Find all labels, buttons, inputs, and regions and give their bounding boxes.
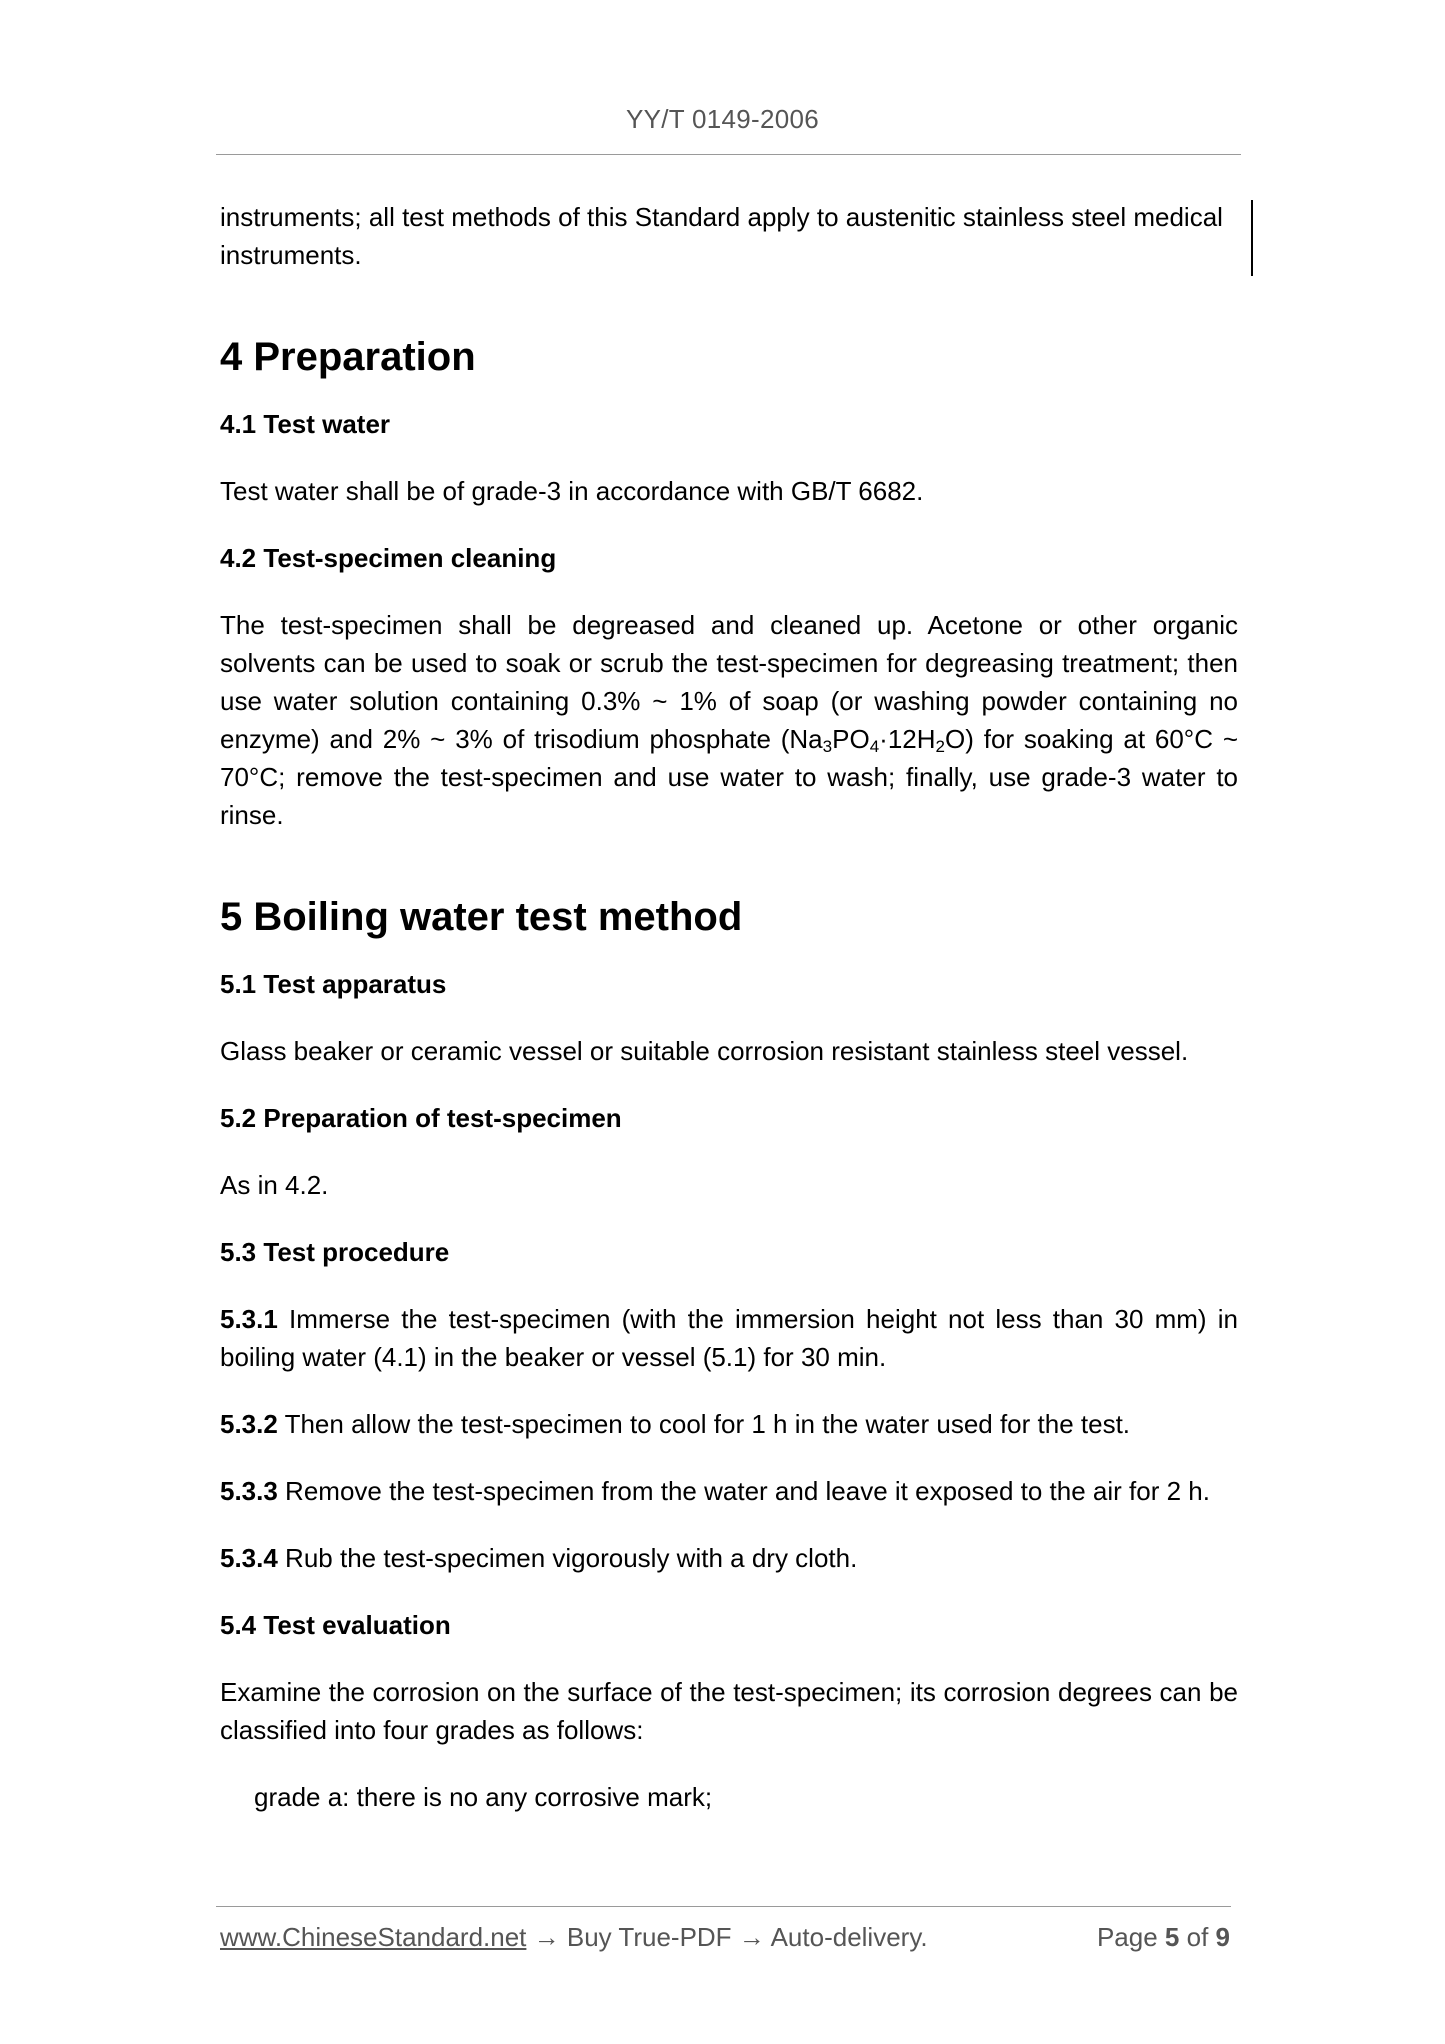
clause-5-3-4-text: Rub the test-specimen vigorously with a dry cloth. xyxy=(277,1543,858,1573)
section-4-2-heading: 4.2 Test-specimen cleaning xyxy=(220,543,557,573)
clause-5-3-3 xyxy=(220,1472,1238,1510)
section-4-1-text: Test water shall be of grade-3 in accordance with GB/T 6682. xyxy=(220,476,924,506)
intro-line-1: instruments; all test methods of this Standard apply to austenitic stainless steel medical xyxy=(220,202,1223,232)
section-5-4-text: Examine the corrosion on the surface of the test-specimen; its corrosion degrees can be classified into four grades as follows: xyxy=(220,1677,1238,1745)
subscript-4: 4 xyxy=(869,737,880,756)
page-number: 5 xyxy=(1164,1922,1180,1952)
section-5-2-heading: 5.2 Preparation of test-specimen xyxy=(220,1103,622,1133)
page-footer xyxy=(220,1922,1230,1953)
arrow-icon: → xyxy=(731,1922,771,1952)
section-4-2-text xyxy=(220,606,1238,834)
formula-po: PO xyxy=(832,724,870,754)
cleaning-text-part-a: The test-specimen shall be degreased and cleaned up. Acetone or other organic solvents can be used to soak or scrub the test-specimen for degreasing treatment; then use water solution containing 0.3% ~ 1% of soap (or washing powder containing no enzyme) and 2% ~ 3% of trisodium phosphate (Na xyxy=(220,610,1238,754)
document-body xyxy=(220,198,1238,1816)
cleaning-text-part-b: O) for soaking at 60°C ~ 70°C; remove the test-specimen and use water to wash; finally, use grade-3 water to rinse. xyxy=(220,724,1239,830)
clause-5-3-3-text: Remove the test-specimen from the water and leave it exposed to the air for 2 h. xyxy=(277,1476,1210,1506)
section-5-1-text: Glass beaker or ceramic vessel or suitable corrosion resistant stainless steel vessel. xyxy=(220,1036,1189,1066)
page-indicator xyxy=(1097,1922,1230,1953)
footer-divider xyxy=(216,1906,1231,1907)
clause-5-3-1 xyxy=(220,1300,1238,1376)
section-5-2-text: As in 4.2. xyxy=(220,1170,329,1200)
clause-5-3-2-text: Then allow the test-specimen to cool for 1 h in the water used for the test. xyxy=(277,1409,1131,1439)
clause-5-3-1-number: 5.3.1 xyxy=(220,1304,278,1334)
formula-12h: ·12H xyxy=(879,724,936,754)
clause-5-3-3-number: 5.3.3 xyxy=(220,1476,278,1506)
section-5-4-heading: 5.4 Test evaluation xyxy=(220,1610,451,1640)
section-5-3-heading: 5.3 Test procedure xyxy=(220,1237,450,1267)
section-5-heading: 5 Boiling water test method xyxy=(220,895,743,939)
subscript-3: 3 xyxy=(822,737,833,756)
revision-bar xyxy=(1251,200,1253,276)
grade-a-item: grade a: there is no any corrosive mark; xyxy=(254,1782,713,1812)
of-label: of xyxy=(1179,1922,1216,1952)
section-5-1-heading: 5.1 Test apparatus xyxy=(220,969,447,999)
clause-5-3-4-number: 5.3.4 xyxy=(220,1543,278,1573)
website-link[interactable]: www.ChineseStandard.net xyxy=(220,1922,527,1952)
auto-delivery-text: Auto-delivery. xyxy=(770,1922,928,1952)
clause-5-3-4 xyxy=(220,1539,1238,1577)
section-4-1-heading: 4.1 Test water xyxy=(220,409,391,439)
buy-true-pdf-text: Buy True-PDF xyxy=(566,1922,732,1952)
page-label: Page xyxy=(1096,1922,1165,1952)
section-4-heading: 4 Preparation xyxy=(220,335,476,379)
clause-5-3-2-number: 5.3.2 xyxy=(220,1409,278,1439)
clause-5-3-2 xyxy=(220,1405,1238,1443)
page-total: 9 xyxy=(1215,1922,1230,1952)
arrow-icon: → xyxy=(526,1922,567,1952)
document-code: YY/T 0149-2006 xyxy=(625,104,820,134)
header-divider xyxy=(216,154,1241,155)
subscript-2: 2 xyxy=(935,737,945,756)
clause-5-3-1-text: Immerse the test-specimen (with the immersion height not less than 30 mm) in boiling water (4.1) in the beaker or vessel (5.1) for 30 min. xyxy=(220,1304,1238,1372)
intro-line-2: instruments. xyxy=(220,240,362,270)
